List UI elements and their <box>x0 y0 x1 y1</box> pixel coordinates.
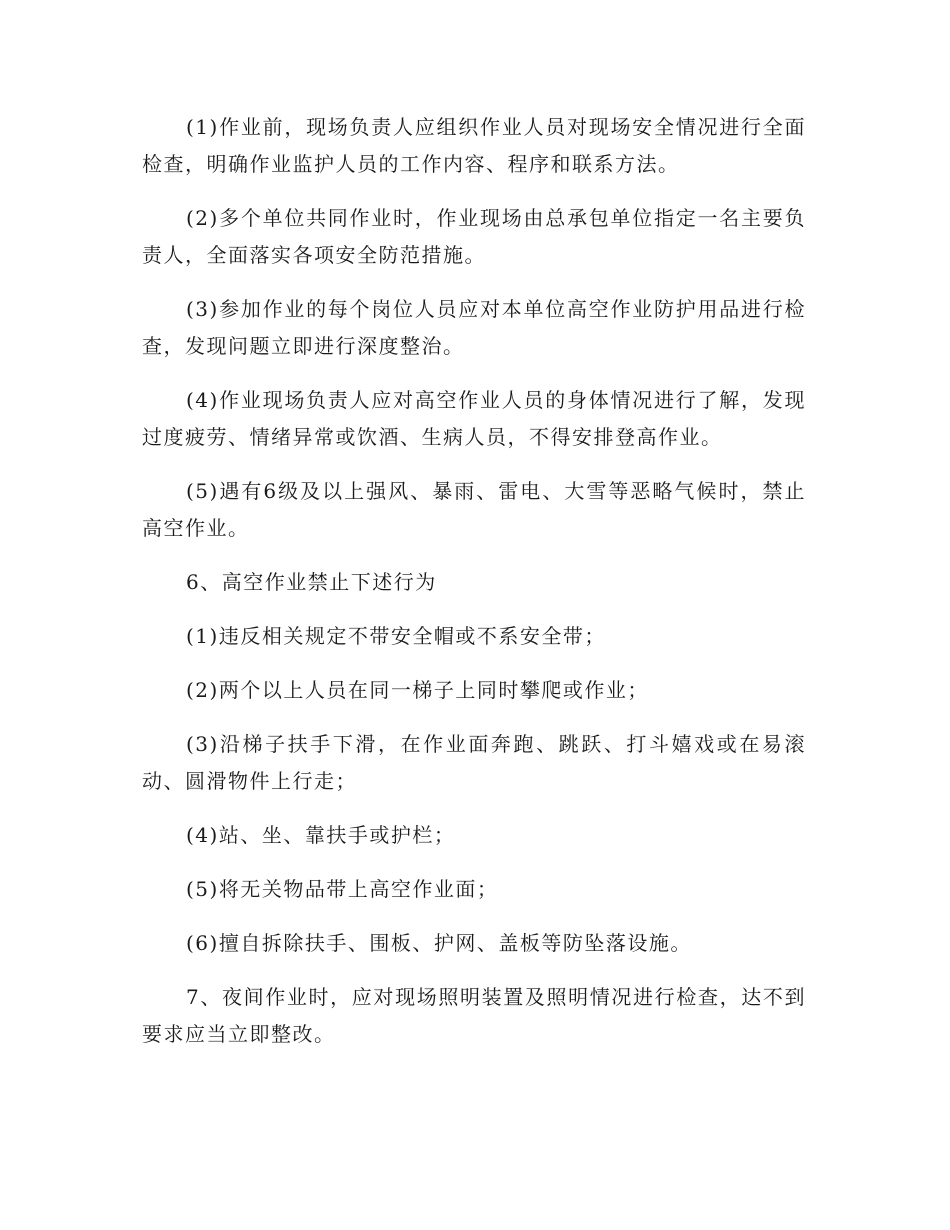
paragraph-gap <box>142 456 806 473</box>
paragraph-gap <box>142 800 806 817</box>
paragraph-ppe-check: (3)参加作业的每个岗位人员应对本单位高空作业防护用品进行检查，发现问题立即进行深度整治。 <box>142 297 806 358</box>
list-item-railing: (4)站、坐、靠扶手或护栏； <box>186 823 456 847</box>
paragraph-gap <box>142 274 806 291</box>
list-item-sliding: (3)沿梯子扶手下滑，在作业面奔跑、跳跃、打斗嬉戏或在易滚动、圆滑物件上行走； <box>142 732 806 793</box>
paragraph-health-check: (4)作业现场负责人应对高空作业人员的身体情况进行了解，发现过度疲劳、情绪异常或饮酒、生病人员，不得安排登高作业。 <box>142 388 806 449</box>
paragraph-gap <box>142 601 806 618</box>
paragraph-prework-inspection: (1)作业前，现场负责人应组织作业人员对现场安全情况进行全面检查，明确作业监护人员的工作内容、程序和联系方法。 <box>142 115 806 176</box>
paragraph-gap <box>142 709 806 726</box>
paragraph-multi-unit: (2)多个单位共同作业时，作业现场由总承包单位指定一名主要负责人，全面落实各项安全防范措施。 <box>142 206 806 267</box>
list-item-helmet: (1)违反相关规定不带安全帽或不系安全带； <box>186 624 606 648</box>
section-heading-prohibited: 6、高空作业禁止下述行为 <box>186 570 437 594</box>
paragraph-gap <box>142 908 806 925</box>
document-page <box>142 109 806 1053</box>
paragraph-gap <box>142 962 806 979</box>
paragraph-weather: (5)遇有6级及以上强风、暴雨、雷电、大雪等恶略气候时，禁止高空作业。 <box>142 479 806 540</box>
paragraph-gap <box>142 547 806 564</box>
paragraph-night-work: 7、夜间作业时，应对现场照明装置及照明情况进行检查，达不到要求应当立即整改。 <box>142 985 806 1046</box>
list-item-ladder: (2)两个以上人员在同一梯子上同时攀爬或作业； <box>186 678 649 702</box>
list-item-removal: (6)擅自拆除扶手、围板、护网、盖板等防坠落设施。 <box>186 931 692 955</box>
paragraph-gap <box>142 854 806 871</box>
paragraph-gap <box>142 655 806 672</box>
paragraph-gap <box>142 183 806 200</box>
paragraph-gap <box>142 365 806 382</box>
list-item-objects: (5)将无关物品带上高空作业面； <box>186 877 499 901</box>
